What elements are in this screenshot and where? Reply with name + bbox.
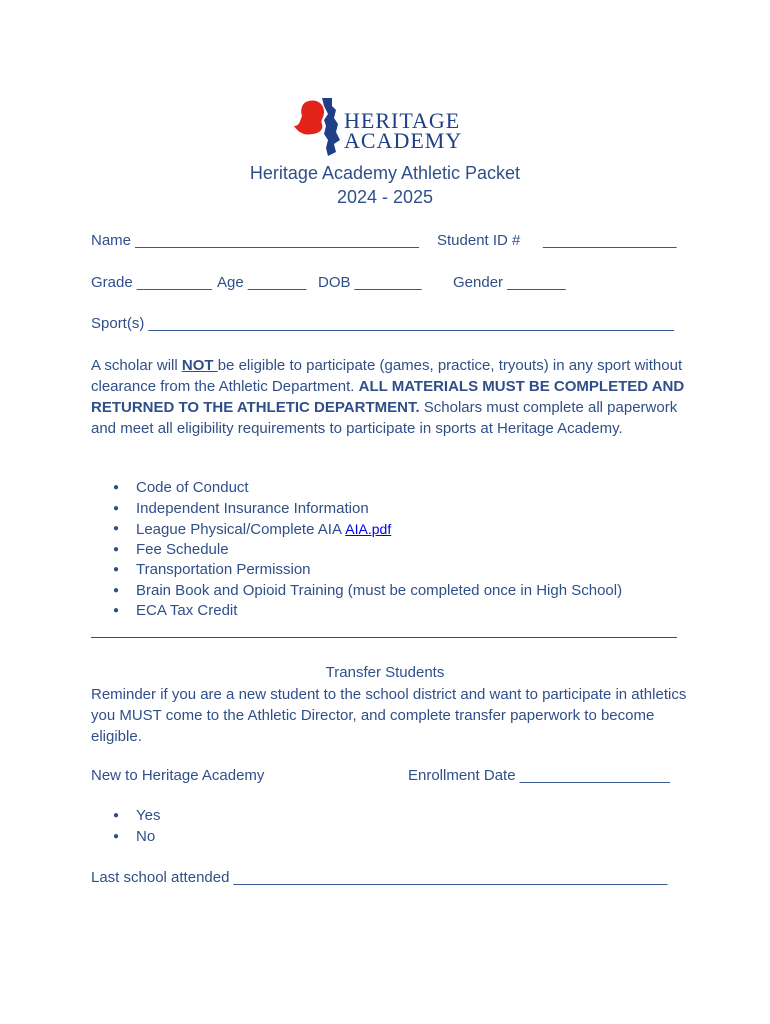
notice-bold: ALL MATERIALS MUST BE COMPLETED AND RETURNED TO THE ATHLETIC DEPARTMENT.	[91, 378, 685, 416]
gender-field[interactable]: Gender _______	[453, 274, 566, 291]
last-school-field[interactable]: Last school attended ____________________________________________________	[91, 869, 668, 886]
aia-pdf-link[interactable]: AIA.pdf	[345, 521, 392, 537]
notice-not: NOT	[181, 357, 218, 374]
section-divider	[91, 637, 677, 638]
notice-text-a: A scholar will	[91, 357, 182, 374]
transfer-heading: Transfer Students	[325, 664, 445, 681]
notice-text-b: be eligible to participate (games, practice, tryouts) in any sport without clearance from the Athletic Department.	[91, 357, 683, 395]
name-field[interactable]: Name __________________________________	[91, 232, 419, 249]
enrollment-date-field[interactable]: Enrollment Date __________________	[408, 767, 670, 784]
requirements-list	[113, 478, 622, 622]
list-item: ● Fee Schedule	[113, 540, 622, 561]
new-student-options	[113, 806, 160, 847]
document-title: Heritage Academy Athletic Packet	[249, 163, 521, 183]
logo-text-academy: ACADEMY	[344, 128, 463, 153]
dob-field[interactable]: DOB ________	[318, 274, 422, 291]
transfer-text: Reminder if you are a new student to the school district and want to participate in athletics you MUST come to the Athletic Director, and complete transfer paperwork to become eligible.	[91, 686, 687, 745]
list-item: ● ECA Tax Credit	[113, 601, 622, 622]
list-item: ● Brain Book and Opioid Training (must be completed once in High School)	[113, 581, 622, 602]
student-id-field[interactable]: ________________	[543, 232, 677, 249]
list-item: ● Independent Insurance Information	[113, 499, 622, 520]
list-item: ● League Physical/Complete AIA AIA.pdf	[113, 519, 622, 540]
list-item: ● Transportation Permission	[113, 560, 622, 581]
grade-field[interactable]: Grade _________	[91, 274, 212, 291]
logo-text-heritage: HERITAGE	[344, 108, 461, 133]
eligibility-notice	[91, 355, 691, 439]
option-no[interactable]: ● No	[113, 827, 160, 848]
sports-field[interactable]: Sport(s) _______________________________________________________________	[91, 315, 675, 332]
logo-emblem	[292, 96, 352, 160]
age-field[interactable]: Age _______	[217, 274, 307, 291]
student-id-label: Student ID #	[437, 232, 521, 249]
heritage-academy-logo	[292, 96, 482, 160]
list-item: ● Code of Conduct	[113, 478, 622, 499]
notice-text-c: Scholars must complete all paperwork and meet all eligibility requirements to participate in sports at Heritage Academy.	[91, 399, 678, 437]
document-year: 2024 - 2025	[336, 187, 434, 207]
new-to-academy-label: New to Heritage Academy	[91, 767, 265, 784]
option-yes[interactable]: ● Yes	[113, 806, 160, 827]
